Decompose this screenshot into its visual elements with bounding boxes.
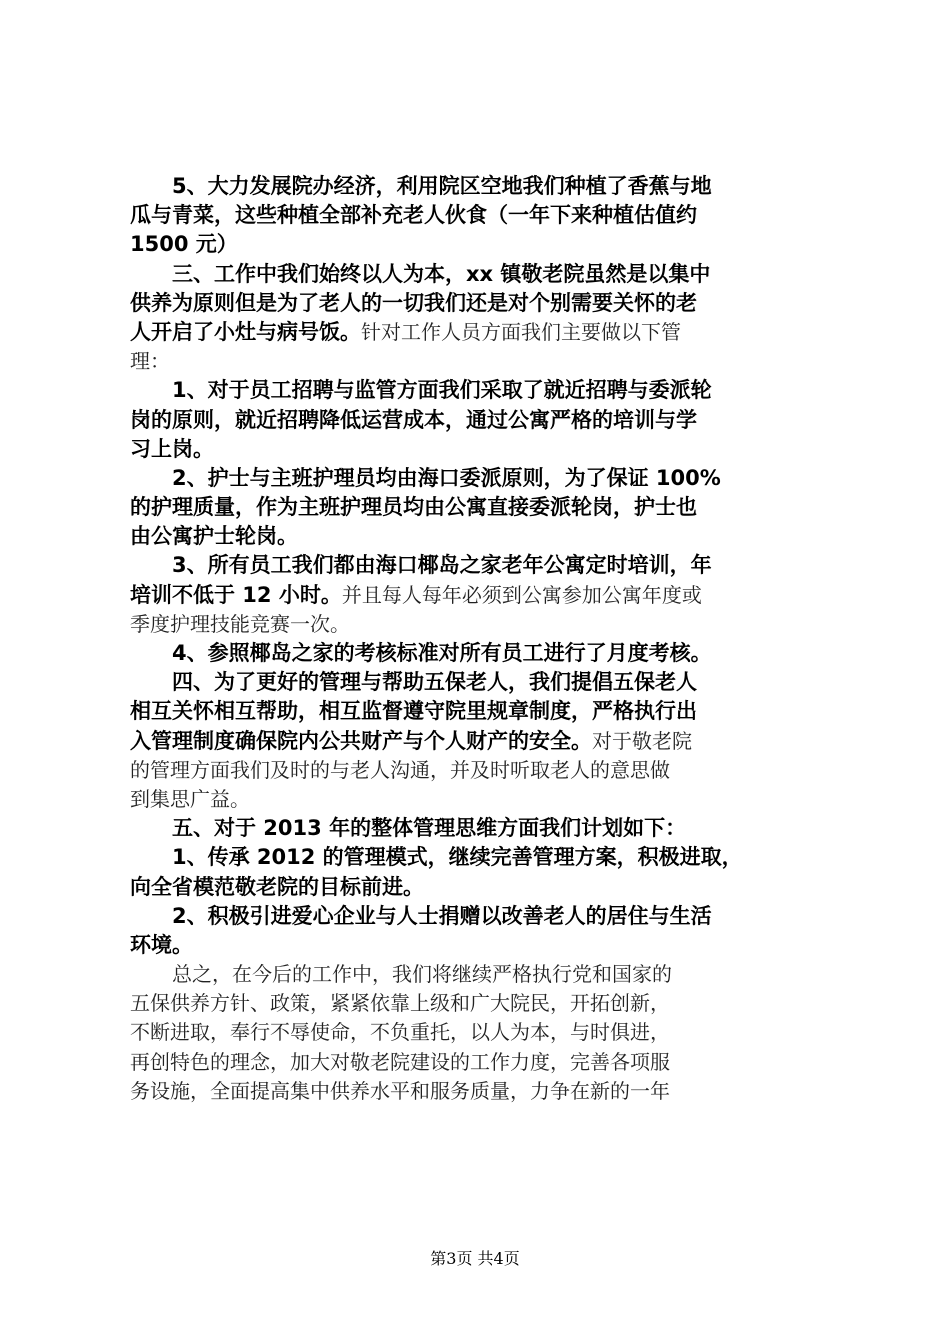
text-line — [130, 435, 830, 464]
text-run: 季度护理技能竞赛一次。 — [130, 611, 350, 636]
text-line — [130, 522, 830, 551]
text-line — [130, 406, 830, 435]
text-run: 1500 元） — [130, 232, 238, 257]
text-run: 到集思广益。 — [130, 786, 250, 811]
text-line — [130, 639, 830, 668]
text-line — [130, 1048, 830, 1077]
text-run: 五、对于 2013 年的整体管理思维方面我们计划如下： — [172, 816, 687, 841]
text-line — [130, 318, 830, 347]
text-run: 1、对于员工招聘与监管方面我们采取了就近招聘与委派轮 — [172, 378, 712, 403]
page-footer: 第3页 共4页 — [430, 1249, 520, 1268]
text-run: 环境。 — [130, 932, 193, 957]
text-line — [130, 493, 830, 522]
text-run: 培训不低于 12 小时。 — [130, 582, 342, 607]
text-run: 入管理制度确保院内公共财产与个人财产的安全。 — [130, 728, 592, 753]
text-line — [130, 376, 830, 405]
text-line — [130, 347, 830, 376]
text-run: 四、为了更好的管理与帮助五保老人，我们提倡五保老人 — [172, 670, 697, 695]
text-run: 并且每人每年必须到公寓参加公寓年度或 — [341, 582, 702, 607]
text-run: 习上岗。 — [130, 436, 214, 461]
text-line — [130, 551, 830, 580]
text-line — [130, 464, 830, 493]
text-run: 4、参照椰岛之家的考核标准对所有员工进行了月度考核。 — [172, 641, 712, 665]
text-line — [130, 668, 830, 697]
text-run: 2、护士与主班护理员均由海口委派原则，为了保证 100% — [172, 465, 721, 490]
text-run: 5、大力发展院办经济，利用院区空地我们种植了香蕉与地 — [172, 174, 712, 198]
document-body — [130, 172, 830, 1106]
text-line — [130, 610, 830, 639]
text-run: 人开启了小灶与病号饭。 — [130, 319, 361, 344]
text-line — [130, 260, 830, 289]
text-run: 3、所有员工我们都由海口椰岛之家老年公寓定时培训，年 — [172, 553, 712, 578]
text-line — [130, 697, 830, 726]
text-run: 岗的原则，就近招聘降低运营成本，通过公寓严格的培训与学 — [130, 407, 697, 432]
text-line — [130, 902, 830, 931]
text-line — [130, 873, 830, 902]
text-run: 的管理方面我们及时的与老人沟通，并及时听取老人的意思做 — [130, 757, 670, 782]
text-run: 理： — [130, 349, 170, 374]
text-run: 由公寓护士轮岗。 — [130, 524, 298, 549]
text-run: 对于敬老院 — [592, 728, 692, 753]
text-run: 再创特色的理念，加大对敬老院建设的工作力度，完善各项服 — [130, 1049, 670, 1074]
text-line — [130, 814, 830, 843]
text-line — [130, 756, 830, 785]
text-line — [130, 230, 830, 259]
text-run: 向全省模范敬老院的目标前进。 — [130, 874, 424, 899]
text-run: 的护理质量，作为主班护理员均由公寓直接委派轮岗，护士也 — [130, 495, 697, 520]
text-line — [130, 201, 830, 230]
text-run: 供养为原则但是为了老人的一切我们还是对个别需要关怀的老 — [130, 290, 697, 315]
text-run: 针对工作人员方面我们主要做以下管 — [361, 319, 681, 344]
text-run: 五保供养方针、政策，紧紧依靠上级和广大院民，开拓创新， — [130, 991, 670, 1016]
text-line — [130, 1077, 830, 1106]
text-line — [130, 172, 830, 201]
text-run: 瓜与青菜，这些种植全部补充老人伙食（一年下来种植估值约 — [130, 203, 697, 228]
text-line — [130, 931, 830, 960]
text-run: 1、传承 2012 的管理模式，继续完善管理方案，积极进取， — [172, 845, 743, 870]
text-line — [130, 727, 830, 756]
text-line — [130, 960, 830, 989]
text-run: 务设施，全面提高集中供养水平和服务质量，力争在新的一年 — [130, 1078, 670, 1103]
text-run: 不断进取，奉行不辱使命，不负重托，以人为本，与时俱进， — [130, 1020, 670, 1045]
text-run: 三、工作中我们始终以人为本，xx 镇敬老院虽然是以集中 — [172, 261, 711, 286]
text-line — [130, 785, 830, 814]
text-run: 2、积极引进爱心企业与人士捐赠以改善老人的居住与生活 — [172, 903, 712, 928]
text-line — [130, 581, 830, 610]
text-line — [130, 843, 830, 872]
text-run: 相互关怀相互帮助，相互监督遵守院里规章制度，严格执行出 — [130, 699, 697, 724]
text-line — [130, 289, 830, 318]
text-run: 总之，在今后的工作中，我们将继续严格执行党和国家的 — [172, 962, 672, 987]
text-line — [130, 1018, 830, 1047]
text-line — [130, 989, 830, 1018]
